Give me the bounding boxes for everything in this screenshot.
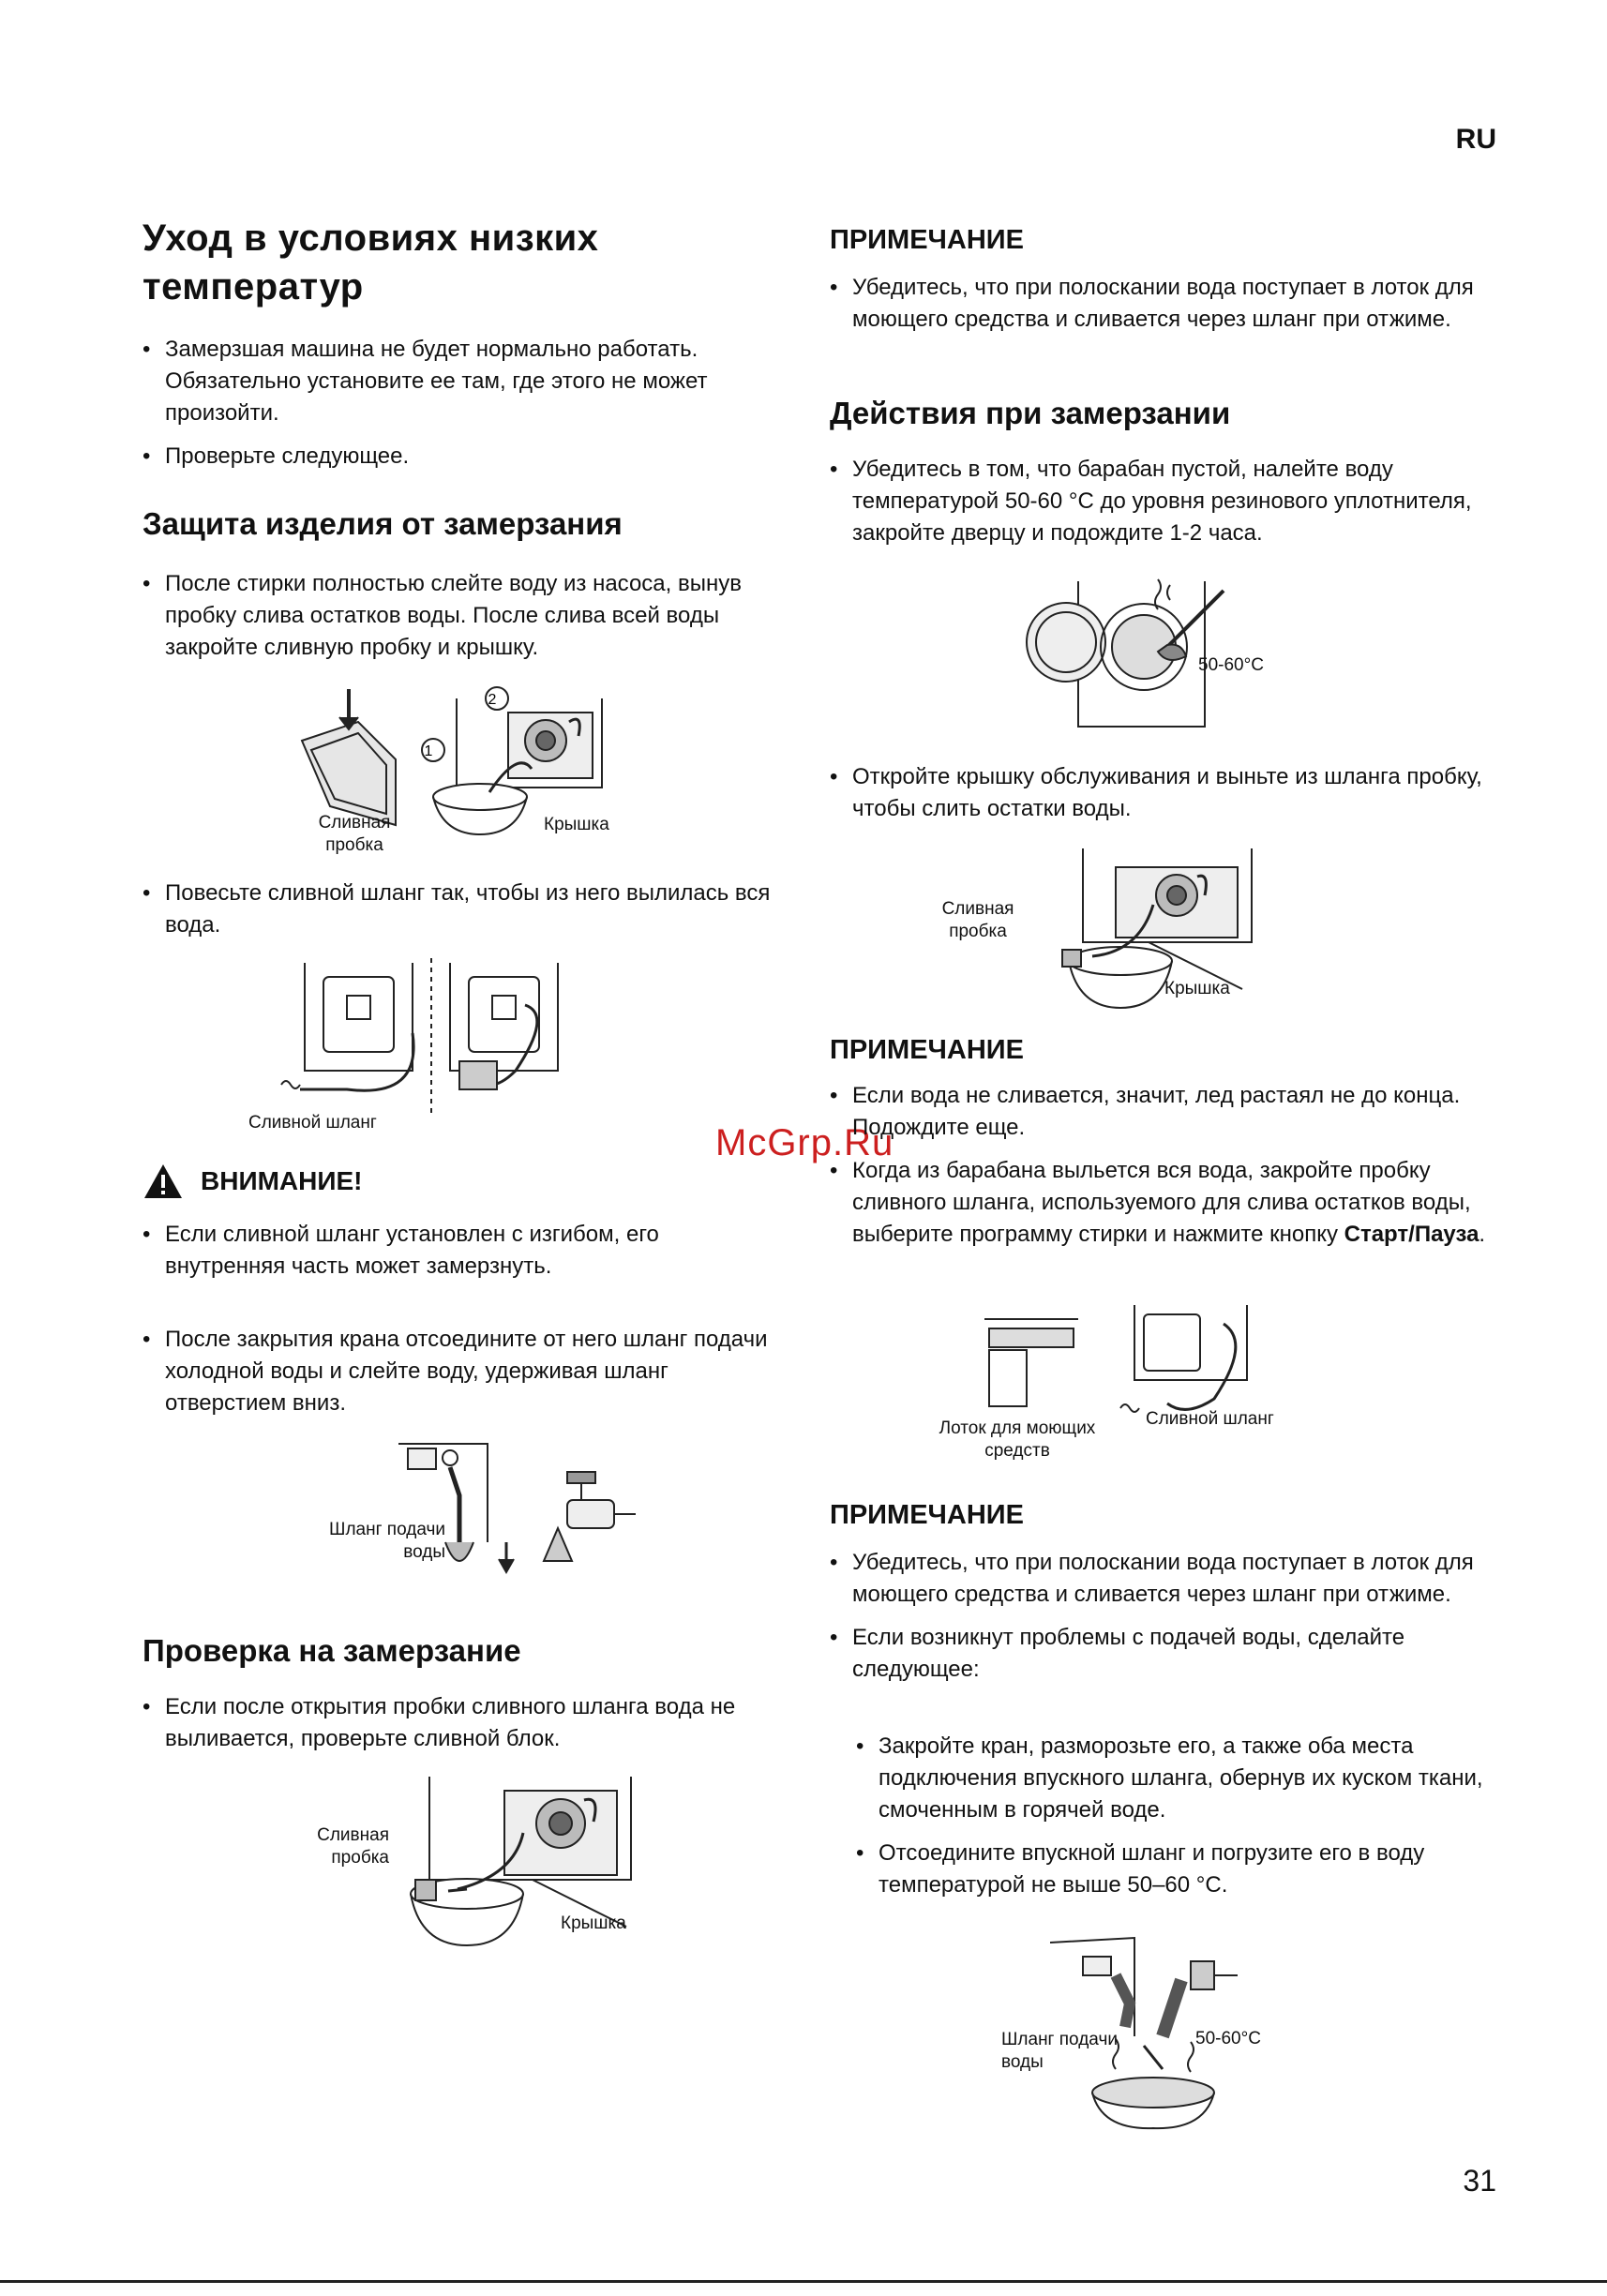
label-detergent-tray: Лоток для моющих средств (939, 1418, 1096, 1461)
warning-list (143, 1219, 780, 1294)
label-drain-plug: Сливная пробка (318, 813, 391, 855)
bottom-rule (0, 2280, 1607, 2283)
label-drain-hose: Сливной шланг (248, 1113, 377, 1133)
list-item: • После закрытия крана отсоедините от него шланг подачи холодной воды и слейте воду, удерживая шланг отверстием вниз. (143, 1324, 780, 1419)
intro-list (143, 334, 780, 484)
note-heading-1: ПРИМЕЧАНИЕ (830, 225, 1024, 255)
section-title-low-temp (143, 214, 780, 311)
list-item (830, 1155, 1486, 1251)
step-number-1: 1 (424, 743, 433, 759)
list-item: • Отсоедините впускной шланг и погрузите его в воду температурой не выше 50–60 °С. (830, 1838, 1486, 1901)
list-item: • Замерзшая машина не будет нормально работать. Обязательно установите ее там, где этого не может произойти. (143, 334, 780, 429)
protect-step1-list (143, 568, 780, 675)
label-drain-plug-2: Сливная пробка (317, 1825, 389, 1868)
list-item: • Убедитесь в том, что барабан пустой, налейте воду температурой 50-60 °С до уровня резинового уплотнителя, закройте дверцу и подождите 1-2 часа. (830, 454, 1486, 549)
page-title: Уход в условиях низких температур (143, 218, 599, 308)
actions-step2-list (830, 761, 1486, 836)
list-item: • Если вода не сливается, значит, лед растаял не до конца. Подождите еще. (830, 1080, 1486, 1144)
step3-list (143, 1324, 780, 1431)
label-cover: Крышка (544, 815, 609, 834)
start-pause-label: Старт/Пауза (1344, 1222, 1479, 1247)
figure-tray-hose (970, 1305, 1270, 1422)
list-item: • Закройте кран, разморозьте его, а также оба места подключения впускного шланга, обернув их куском ткани, смоченным в горячей воде. (830, 1731, 1486, 1826)
check-list (143, 1691, 780, 1766)
list-item: • Если после открытия пробки сливного шланга вода не выливается, проверьте сливной блок. (143, 1691, 780, 1755)
tray-hose-illustration (970, 1305, 1270, 1422)
label-inlet-hose-2: Шланг подачи воды (1001, 2030, 1118, 2072)
label-cover-2: Крышка (561, 1913, 626, 1933)
note1-list (830, 272, 1486, 347)
protect-step2-list (143, 878, 780, 953)
step-number-2: 2 (488, 692, 497, 708)
heading-protect: Защита изделия от замерзания (143, 506, 623, 541)
list-item: • Если возникнут проблемы с подачей воды, сделайте следующее: (830, 1622, 1486, 1686)
actions-step1-list (830, 454, 1486, 561)
warning-header (143, 1163, 780, 1200)
note2-list (830, 1080, 1486, 1262)
label-inlet-hose: Шланг подачи воды (329, 1520, 445, 1562)
watermark: McGrp.Ru (715, 1122, 894, 1163)
drain-hose-illustration (272, 958, 581, 1118)
warning-triangle-icon (143, 1163, 184, 1200)
label-drain-plug-3: Сливная пробка (941, 899, 1014, 941)
list-item: • Откройте крышку обслуживания и выньте из шланга пробку, чтобы слить остатки воды. (830, 761, 1486, 825)
list-item: • Проверьте следующее. (143, 441, 780, 473)
label-drain-hose-2: Сливной шланг (1146, 1409, 1274, 1429)
figure-drain-hose (272, 958, 581, 1118)
list-item: • Если сливной шланг установлен с изгибом, его внутренняя часть может замерзнуть. (143, 1219, 780, 1283)
heading-actions: Действия при замерзании (830, 396, 1231, 430)
note3-sublist (830, 1731, 1486, 1913)
label-temp-1: 50-60°C (1198, 655, 1264, 675)
label-cover-3: Крышка (1164, 979, 1230, 998)
heading-check: Проверка на замерзание (143, 1633, 521, 1668)
list-item: • Убедитесь, что при полоскании вода поступает в лоток для моющего средства и сливается через шланг при отжиме. (830, 1547, 1486, 1611)
list-item: • После стирки полностью слейте воду из насоса, вынув пробку слива остатков воды. После слива всей воды закройте сливную пробку и крышку. (143, 568, 780, 664)
page-number: 31 (1463, 2164, 1496, 2198)
note-heading-2: ПРИМЕЧАНИЕ (830, 1035, 1024, 1065)
language-code: RU (1455, 124, 1496, 155)
note2-item2-end: . (1479, 1222, 1486, 1247)
note2-item2-text: Когда из барабана выльется вся вода, закройте пробку сливного шланга, используемого для слива остатков воды, выберите программу стирки и нажмите кнопку (852, 1158, 1471, 1247)
note3-list (830, 1547, 1486, 1697)
note-heading-3: ПРИМЕЧАНИЕ (830, 1500, 1024, 1530)
list-item: • Повесьте сливной шланг так, чтобы из него вылилась вся вода. (143, 878, 780, 941)
warning-title: ВНИМАНИЕ! (201, 1166, 363, 1195)
list-item: • Убедитесь, что при полоскании вода поступает в лоток для моющего средства и сливается через шланг при отжиме. (830, 272, 1486, 336)
label-temp-2: 50-60°C (1195, 2029, 1261, 2048)
